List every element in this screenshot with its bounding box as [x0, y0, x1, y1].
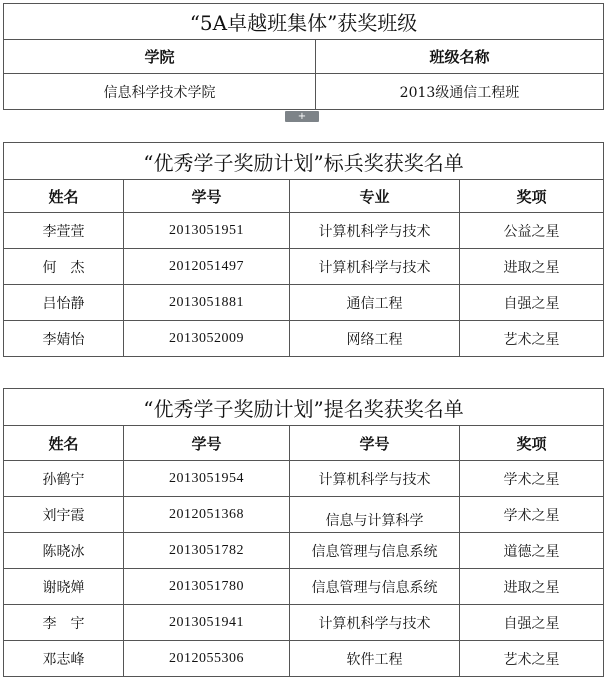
student-id-cell: 2013051881: [124, 285, 290, 321]
table-row: [4, 569, 604, 605]
award-cell: 艺术之星: [460, 641, 604, 677]
name-cell: 何 杰: [4, 249, 124, 285]
student-id-cell: 2013051951: [124, 213, 290, 249]
name-cell: 孙鹤宁: [4, 461, 124, 497]
table-row: [4, 249, 604, 285]
header-name: 姓名: [4, 180, 124, 213]
name-cell: 李萱萱: [4, 213, 124, 249]
header-row: [4, 426, 604, 461]
name-cell: 陈晓冰: [4, 533, 124, 569]
award-cell: 自强之星: [460, 605, 604, 641]
table-row: [4, 74, 604, 110]
major-cell: 软件工程: [290, 641, 460, 677]
award-cell: 学术之星: [460, 497, 604, 533]
name-cell: 吕怡静: [4, 285, 124, 321]
table-row: [4, 321, 604, 357]
table-row: [4, 497, 604, 533]
award-cell: 自强之星: [460, 285, 604, 321]
student-id-cell: 2013051782: [124, 533, 290, 569]
header-row: [4, 40, 604, 74]
student-id-cell: 2013052009: [124, 321, 290, 357]
award-cell: 道德之星: [460, 533, 604, 569]
major-cell: 通信工程: [290, 285, 460, 321]
student-id-cell: 2012051497: [124, 249, 290, 285]
nomination-award-table: [3, 388, 604, 677]
header-award: 奖项: [460, 426, 604, 461]
name-cell: 刘宇霞: [4, 497, 124, 533]
student-id-cell: 2013051780: [124, 569, 290, 605]
name-cell: 李 宇: [4, 605, 124, 641]
nomination-award-title: “优秀学子奖励计划”提名奖获奖名单: [4, 389, 604, 426]
name-cell: 李婧怡: [4, 321, 124, 357]
award-cell: 公益之星: [460, 213, 604, 249]
model-award-title: “优秀学子奖励计划”标兵奖获奖名单: [4, 143, 604, 180]
award-cell: 学术之星: [460, 461, 604, 497]
table-row: [4, 285, 604, 321]
student-id-cell: 2012051368: [124, 497, 290, 533]
table-row: [4, 641, 604, 677]
class-award-title: “5A卓越班集体”获奖班级: [4, 4, 604, 40]
major-cell: 计算机科学与技术: [290, 605, 460, 641]
student-id-cell: 2013051954: [124, 461, 290, 497]
award-cell: 艺术之星: [460, 321, 604, 357]
header-student-id: 学号: [124, 426, 290, 461]
table-row: [4, 533, 604, 569]
major-cell: 信息与计算科学: [290, 497, 460, 533]
header-award: 奖项: [460, 180, 604, 213]
table-row: [4, 461, 604, 497]
name-cell: 邓志峰: [4, 641, 124, 677]
header-class-name: 班级名称: [316, 40, 604, 74]
header-major: 专业: [290, 180, 460, 213]
major-cell: 计算机科学与技术: [290, 213, 460, 249]
major-cell: 计算机科学与技术: [290, 461, 460, 497]
expand-plus-icon[interactable]: +: [285, 111, 319, 122]
class-name-cell: 2013级通信工程班: [316, 74, 604, 110]
college-cell: 信息科学技术学院: [4, 74, 316, 110]
student-id-cell: 2012055306: [124, 641, 290, 677]
header-row: [4, 180, 604, 213]
major-cell: 信息管理与信息系统: [290, 569, 460, 605]
award-cell: 进取之星: [460, 249, 604, 285]
table-row: [4, 605, 604, 641]
model-award-table: [3, 142, 604, 357]
student-id-cell: 2013051941: [124, 605, 290, 641]
header-major: 学号: [290, 426, 460, 461]
header-name: 姓名: [4, 426, 124, 461]
header-student-id: 学号: [124, 180, 290, 213]
class-award-table: [3, 3, 604, 110]
major-cell: 计算机科学与技术: [290, 249, 460, 285]
table-row: [4, 213, 604, 249]
award-cell: 进取之星: [460, 569, 604, 605]
name-cell: 谢晓婵: [4, 569, 124, 605]
header-college: 学院: [4, 40, 316, 74]
major-cell: 信息管理与信息系统: [290, 533, 460, 569]
major-cell: 网络工程: [290, 321, 460, 357]
